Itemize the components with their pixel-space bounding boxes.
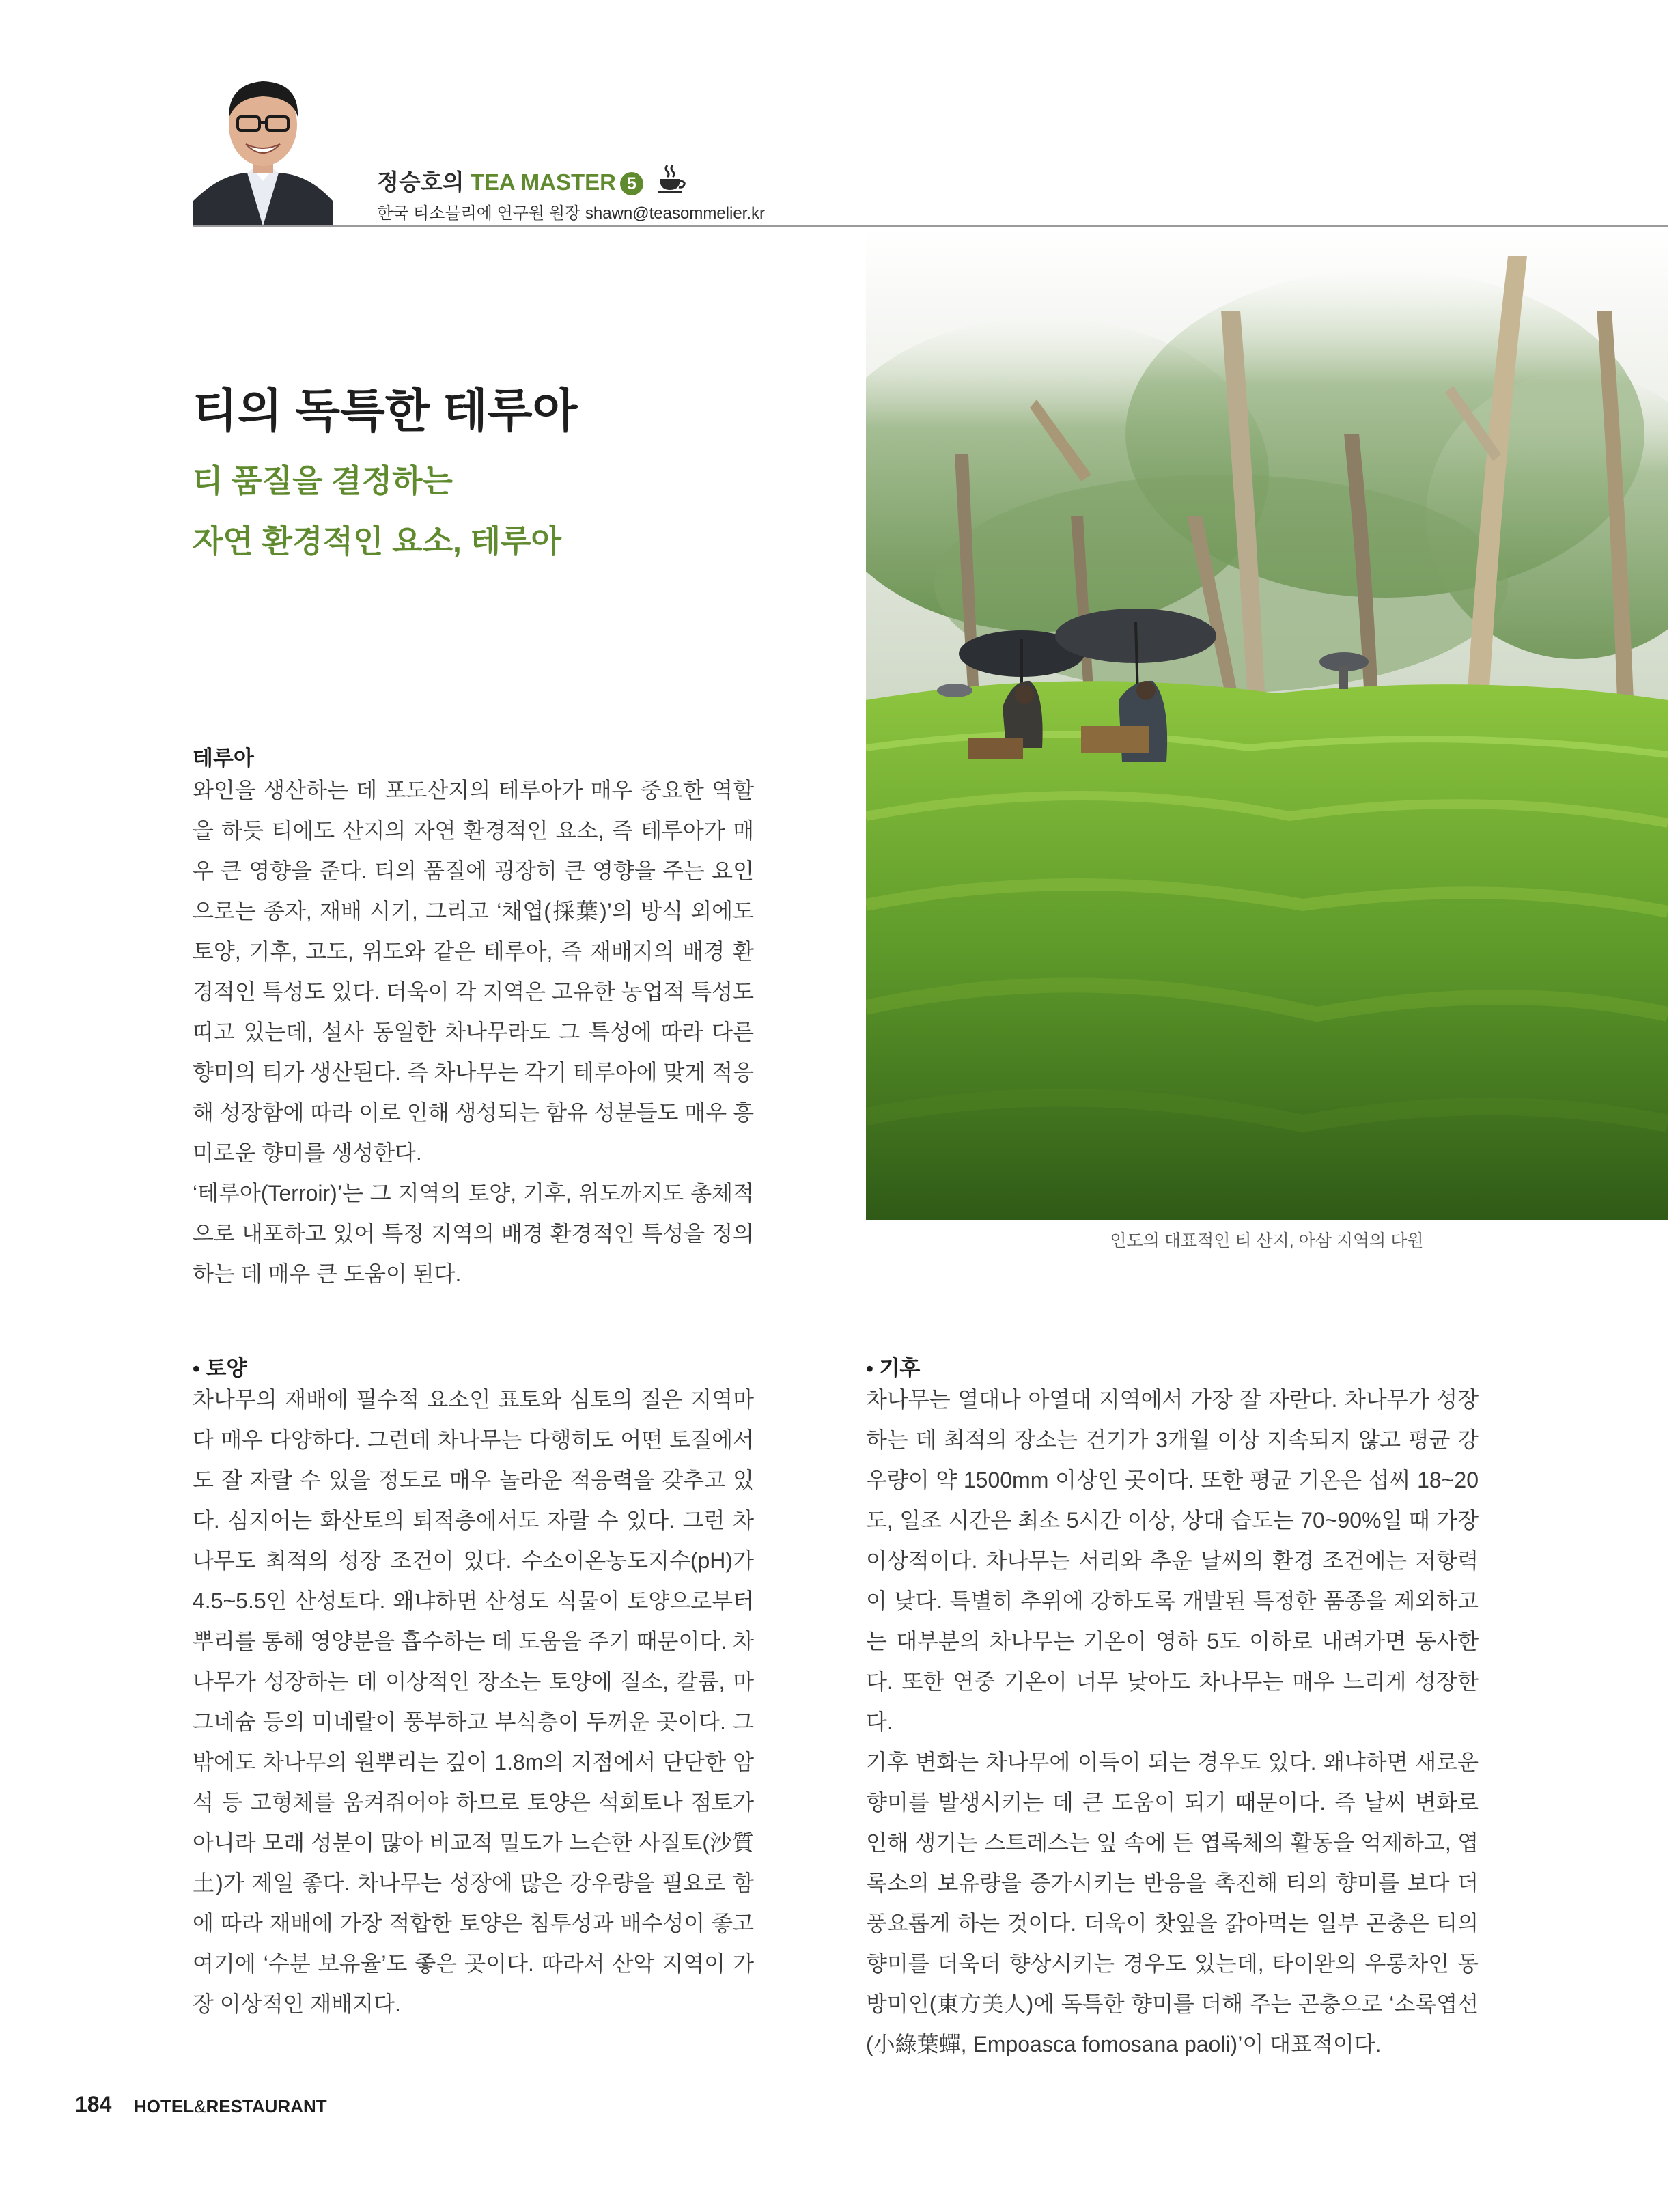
paragraph: ‘테루아(Terroir)’는 그 지역의 토양, 기후, 위도까지도 총체적으로 내포하고 있어 특정 지역의 배경 환경적인 특성을 정의하는 데 매우 큰 도움이 된다. — [193, 1181, 754, 1286]
magazine-name-restaurant: RESTAURANT — [206, 2096, 327, 2117]
tea-garden-photo — [866, 229, 1668, 1220]
header-divider — [193, 225, 1668, 227]
author-name: 정승호의 — [377, 169, 464, 195]
paragraph: 차나무는 열대나 아열대 지역에서 가장 잘 자란다. 차나무가 성장하는 데 최적의 장소는 건기가 3개월 이상 지속되지 않고 평균 강우량이 약 1500mm 이상인 곳이다. 또한 평균 기온은 섭씨 18~20도, 일조 시간은 최소 5시간 이상, 상대 습도는 70~90%일 때 가장 이상적이다. 차나무는 서리와 추운 날씨의 환경 조건에는 저항력이 낮다. 특별히 추위에 강하도록 개발된 특정한 품종을 제외하고는 대부분의 차나무는 기온이 영하 5도 이하로 내려가면 동사한다. 또한 연중 기온이 너무 낮아도 차나무는 매우 느리게 성장한다. — [866, 1387, 1479, 1734]
article-subtitle-line2: 자연 환경적인 요소, 테루아 — [193, 523, 561, 559]
page-number: 184 — [75, 2092, 112, 2117]
section-body-soil — [193, 1380, 754, 2024]
magazine-name-amp: & — [194, 2096, 206, 2117]
section-heading-soil: • 토양 — [193, 1356, 247, 1380]
author-photo — [193, 65, 333, 226]
section-body-climate — [866, 1380, 1479, 2065]
magazine-name-hotel: HOTEL — [134, 2096, 195, 2117]
photo-caption: 인도의 대표적인 티 산지, 아삼 지역의 다원 — [1110, 1231, 1424, 1251]
section-heading-climate: • 기후 — [866, 1356, 921, 1380]
series-title — [377, 163, 688, 199]
paragraph: 차나무의 재배에 필수적 요소인 표토와 심토의 질은 지역마다 매우 다양하다. 그런데 차나무는 다행히도 어떤 토질에서도 잘 자랄 수 있을 정도로 매우 놀라운 적응력을 갖추고 있다. 심지어는 화산토의 퇴적층에서도 자랄 수 있다. 그런 차나무도 최적의 성장 조건이 있다. 수소이온농도지수(pH)가 4.5~5.5인 산성토다. 왜냐하면 산성도 식물이 토양으로부터 뿌리를 통해 영양분을 흡수하는 데 도움을 주기 때문이다. 차나무가 성장하는 데 이상적인 장소는 토양에 질소, 칼륨, 마그네슘 등의 미네랄이 풍부하고 부식층이 두꺼운 곳이다. 그 밖에도 차나무의 원뿌리는 깊이 1.8m의 지점에서 단단한 암석 등 고형체를 움켜쥐어야 하므로 토양은 석회토나 점토가 아니라 모래 성분이 많아 비교적 밀도가 느슨한 사질토(沙質土)가 제일 좋다. 차나무는 성장에 많은 강우량을 필요로 함에 따라 재배에 가장 적합한 토양은 침투성과 배수성이 좋고 여기에 ‘수분 보유율’도 좋은 곳이다. 따라서 산악 지역이 가장 이상적인 재배지다. — [193, 1387, 754, 2016]
section-body-terroir — [193, 770, 754, 1294]
article-title: 티의 독특한 테루아 — [193, 385, 578, 437]
article-subtitle-line1: 티 품질을 결정하는 — [193, 463, 453, 499]
teacup-icon — [656, 163, 688, 199]
magazine-name — [134, 2096, 327, 2117]
issue-number-badge: 5 — [620, 172, 643, 195]
paragraph: 와인을 생산하는 데 포도산지의 테루아가 매우 중요한 역할을 하듯 티에도 산지의 자연 환경적인 요소, 즉 테루아가 매우 큰 영향을 준다. 티의 품질에 굉장히 큰 영향을 주는 요인으로는 종자, 재배 시기, 그리고 ‘채엽(採葉)’의 방식 외에도 토양, 기후, 고도, 위도와 같은 테루아, 즉 재배지의 배경 환경적인 특성도 있다. 더욱이 각 지역은 고유한 농업적 특성도 띠고 있는데, 설사 동일한 차나무라도 그 특성에 따라 다른 향미의 티가 생산된다. 즉 차나무는 각기 테루아에 맞게 적응해 성장함에 따라 이로 인해 생성되는 함유 성분들도 매우 흥미로운 향미를 생성한다. — [193, 778, 754, 1165]
series-name: TEA MASTER — [470, 169, 616, 195]
section-heading-terroir: 테루아 — [193, 746, 254, 770]
paragraph: 기후 변화는 차나무에 이득이 되는 경우도 있다. 왜냐하면 새로운 향미를 발생시키는 데 큰 도움이 되기 때문이다. 즉 날씨 변화로 인해 생기는 스트레스는 잎 속에 든 엽록체의 활동을 억제하고, 엽록소의 보유량을 증가시키는 반응을 촉진해 티의 향미를 보다 더 풍요롭게 하는 것이다. 더욱이 찻잎을 갉아먹는 일부 곤충은 티의 향미를 더욱더 향상시키는 경우도 있는데, 타이완의 우롱차인 동방미인(東方美人)에 독특한 향미를 더해 주는 곤충으로 ‘소록엽선(小綠葉蟬, Empoasca fomosana paoli)’이 대표적이다. — [866, 1750, 1479, 2056]
header-subtitle: 한국 티소믈리에 연구원 원장 shawn@teasommelier.kr — [377, 204, 766, 223]
